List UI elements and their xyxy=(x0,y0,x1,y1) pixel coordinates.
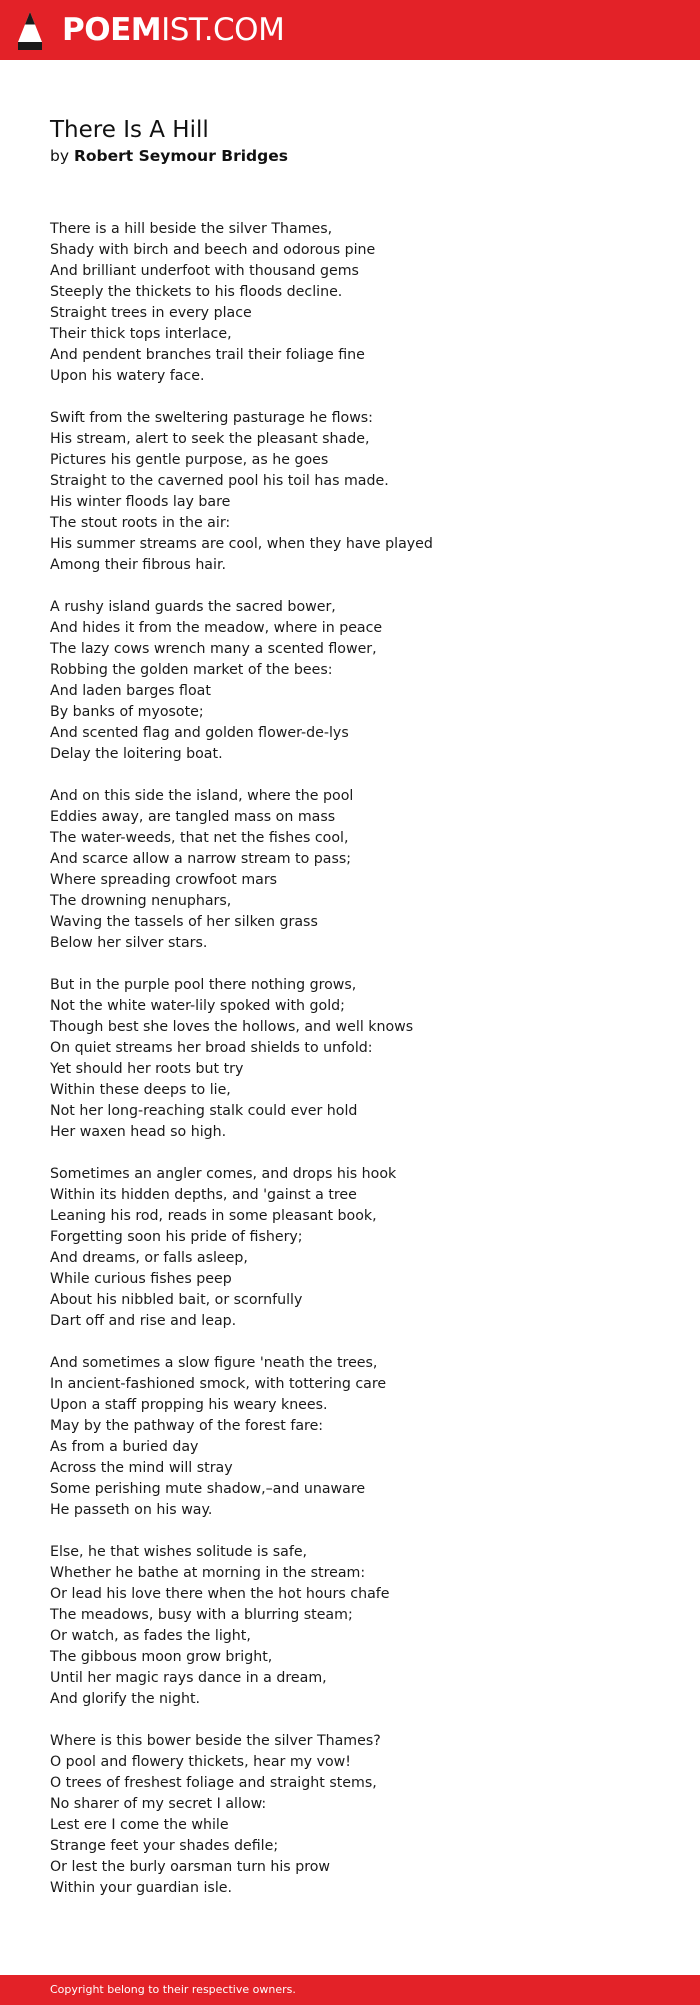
poem-line: In ancient-fashioned smock, with tottering care xyxy=(50,1376,387,1392)
poem-heading xyxy=(50,115,650,167)
site-logo[interactable] xyxy=(62,11,284,49)
poem-line: And on this side the island, where the pool xyxy=(50,788,354,804)
poem-body xyxy=(50,219,650,1920)
site-footer xyxy=(0,1975,700,2005)
poem-line: Waving the tassels of her silken grass xyxy=(50,914,318,930)
author-name: Robert Seymour Bridges xyxy=(73,147,288,165)
stanza xyxy=(50,1731,650,1899)
poem-line: Where spreading crowfoot mars xyxy=(50,872,278,888)
poem-line: Not the white water-lily spoked with gold; xyxy=(50,998,345,1014)
poem-line: Delay the loitering boat. xyxy=(50,746,223,762)
poem-line: He passeth on his way. xyxy=(50,1502,213,1518)
poem-line: Or watch, as fades the light, xyxy=(50,1628,251,1644)
byline xyxy=(50,145,650,167)
poem-line: But in the purple pool there nothing grows, xyxy=(50,977,357,993)
poem-line: Until her magic rays dance in a dream, xyxy=(50,1670,327,1686)
poem-line: Or lead his love there when the hot hours chafe xyxy=(50,1586,390,1602)
poem-line: There is a hill beside the silver Thames, xyxy=(50,221,333,237)
poem-line: And hides it from the meadow, where in peace xyxy=(50,620,383,636)
poem-line: Leaning his rod, reads in some pleasant book, xyxy=(50,1208,377,1224)
stanza xyxy=(50,1542,650,1710)
poem-line: Though best she loves the hollows, and well knows xyxy=(50,1019,414,1035)
poem-line: O trees of freshest foliage and straight stems, xyxy=(50,1775,377,1791)
poem-line: And dreams, or falls asleep, xyxy=(50,1250,248,1266)
poem-line: Steeply the thickets to his floods decline. xyxy=(50,284,343,300)
poem-line: And laden barges float xyxy=(50,683,211,699)
poem-title: There Is A Hill xyxy=(50,117,209,143)
poem-line: Robbing the golden market of the bees: xyxy=(50,662,333,678)
stanza xyxy=(50,1353,650,1521)
poem-line: While curious fishes peep xyxy=(50,1271,232,1287)
poem-line: Within your guardian isle. xyxy=(50,1880,232,1896)
copyright-notice: Copyright belong to their respective owners. xyxy=(50,1983,296,1996)
stanza xyxy=(50,786,650,954)
poem-line: The lazy cows wrench many a scented flower, xyxy=(50,641,377,657)
poem-line: The water-weeds, that net the fishes cool, xyxy=(50,830,349,846)
poem-line: The drowning nenuphars, xyxy=(50,893,232,909)
poem-line: On quiet streams her broad shields to unfold: xyxy=(50,1040,373,1056)
stanza xyxy=(50,597,650,765)
poem-line: Among their fibrous hair. xyxy=(50,557,226,573)
poem-line: His winter floods lay bare xyxy=(50,494,231,510)
poem-line: Sometimes an angler comes, and drops his hook xyxy=(50,1166,397,1182)
by-label: by xyxy=(50,147,70,165)
stanza xyxy=(50,219,650,387)
poem-line: Strange feet your shades defile; xyxy=(50,1838,279,1854)
poem-line: Upon a staff propping his weary knees. xyxy=(50,1397,328,1413)
poem-line: Whether he bathe at morning in the stream: xyxy=(50,1565,366,1581)
poem-line: The gibbous moon grow bright, xyxy=(50,1649,273,1665)
poem-line: Some perishing mute shadow,–and unaware xyxy=(50,1481,366,1497)
poem-line: Forgetting soon his pride of fishery; xyxy=(50,1229,303,1245)
poem-line: Straight trees in every place xyxy=(50,305,252,321)
poem-line: Shady with birch and beech and odorous pine xyxy=(50,242,376,258)
poem-line: And scarce allow a narrow stream to pass; xyxy=(50,851,352,867)
logo-light-text: IST.COM xyxy=(161,12,285,48)
poem-line: Her waxen head so high. xyxy=(50,1124,227,1140)
poem-line: And glorify the night. xyxy=(50,1691,201,1707)
poem-line: Dart off and rise and leap. xyxy=(50,1313,237,1329)
poem-line: No sharer of my secret I allow: xyxy=(50,1796,267,1812)
poem-line: Their thick tops interlace, xyxy=(50,326,232,342)
poem-line: The stout roots in the air: xyxy=(50,515,231,531)
stanza xyxy=(50,408,650,576)
poem-line: O pool and flowery thickets, hear my vow! xyxy=(50,1754,351,1770)
stanza xyxy=(50,975,650,1143)
poem-line: And pendent branches trail their foliage fine xyxy=(50,347,365,363)
site-header xyxy=(0,0,700,60)
stanza xyxy=(50,1164,650,1332)
poem-line: Upon his watery face. xyxy=(50,368,205,384)
poem-line: Not her long-reaching stalk could ever hold xyxy=(50,1103,358,1119)
poem-line: By banks of myosote; xyxy=(50,704,204,720)
poem-line: Or lest the burly oarsman turn his prow xyxy=(50,1859,331,1875)
poem-line: Eddies away, are tangled mass on mass xyxy=(50,809,336,825)
logo-bold-text: POEM xyxy=(62,12,162,48)
poem-line: About his nibbled bait, or scornfully xyxy=(50,1292,303,1308)
poem-line: His stream, alert to seek the pleasant shade, xyxy=(50,431,370,447)
pencil-tip-icon[interactable] xyxy=(18,12,42,50)
poem-line: Else, he that wishes solitude is safe, xyxy=(50,1544,308,1560)
poem-line: And brilliant underfoot with thousand gems xyxy=(50,263,359,279)
poem-line: And sometimes a slow figure 'neath the trees, xyxy=(50,1355,378,1371)
poem-line: Swift from the sweltering pasturage he flows: xyxy=(50,410,373,426)
poem-line: Straight to the caverned pool his toil has made. xyxy=(50,473,389,489)
poem-line: The meadows, busy with a blurring steam; xyxy=(50,1607,353,1623)
poem-line: Within its hidden depths, and 'gainst a tree xyxy=(50,1187,357,1203)
poem-line: Yet should her roots but try xyxy=(50,1061,244,1077)
poem-line: And scented flag and golden flower-de-lys xyxy=(50,725,349,741)
poem-line: Below her silver stars. xyxy=(50,935,208,951)
poem-line: May by the pathway of the forest fare: xyxy=(50,1418,324,1434)
poem-line: A rushy island guards the sacred bower, xyxy=(50,599,336,615)
poem-line: Where is this bower beside the silver Thames? xyxy=(50,1733,381,1749)
poem-line: Within these deeps to lie, xyxy=(50,1082,231,1098)
poem-line: Across the mind will stray xyxy=(50,1460,233,1476)
poem-line: As from a buried day xyxy=(50,1439,199,1455)
poem-line: Lest ere I come the while xyxy=(50,1817,229,1833)
poem-line: Pictures his gentle purpose, as he goes xyxy=(50,452,329,468)
poem-line: His summer streams are cool, when they have played xyxy=(50,536,433,552)
